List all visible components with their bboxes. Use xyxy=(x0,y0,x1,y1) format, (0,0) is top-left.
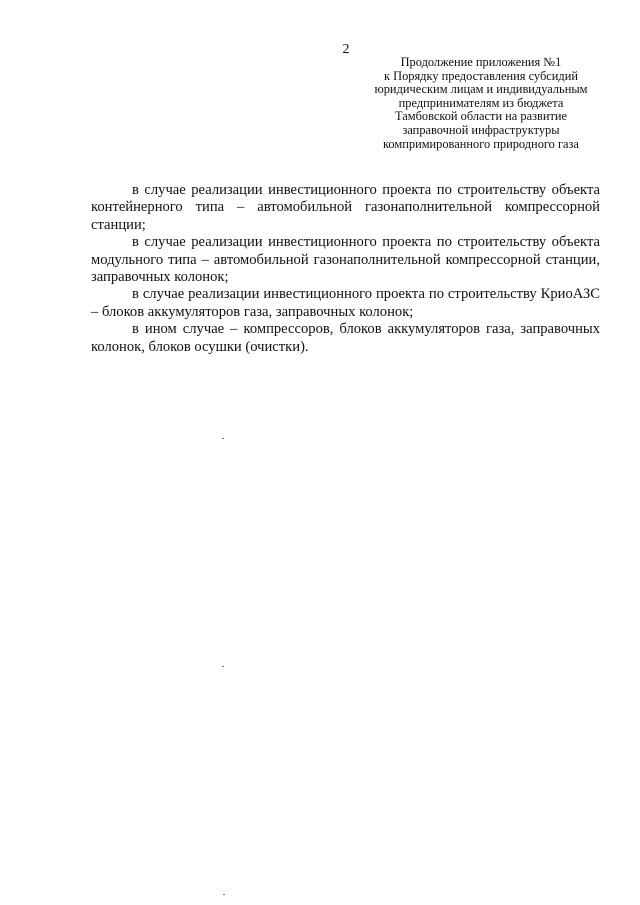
body-text xyxy=(91,182,600,356)
paragraph-modular-type: в случае реализации инвестиционного проекта по строительству объекта модульного типа – автомобильной газонаполнительной компрессорной станции, заправочных колонок; xyxy=(91,234,600,286)
scan-speck xyxy=(222,666,224,667)
appendix-header-line: Тамбовской области на развитие xyxy=(394,109,568,124)
scan-speck xyxy=(222,438,224,439)
appendix-header-line: предпринимателям из бюджета xyxy=(398,95,564,110)
appendix-header-line: юридическим лицам и индивидуальным xyxy=(374,82,588,97)
appendix-header-line: заправочной инфраструктуры xyxy=(402,122,560,137)
paragraph-container-type: в случае реализации инвестиционного проекта по строительству объекта контейнерного типа – автомобильной газонаполнительной компрессорной станции; xyxy=(91,182,600,233)
paragraph-other-case: в ином случае – компрессоров, блоков аккумуляторов газа, заправочных колонок, блоков осушки (очистки). xyxy=(91,321,600,355)
appendix-header-line: компримированного природного газа xyxy=(383,136,579,151)
appendix-header-line: к Порядку предоставления субсидий xyxy=(384,68,578,83)
paragraph-cryo-station: в случае реализации инвестиционного проекта по строительству КриоАЗС – блоков аккумуляторов газа, заправочных колонок; xyxy=(91,286,600,320)
appendix-header xyxy=(356,56,606,151)
scan-speck xyxy=(223,894,225,895)
appendix-header-line: Продолжение приложения №1 xyxy=(400,55,562,69)
page-number: 2 xyxy=(342,42,350,57)
